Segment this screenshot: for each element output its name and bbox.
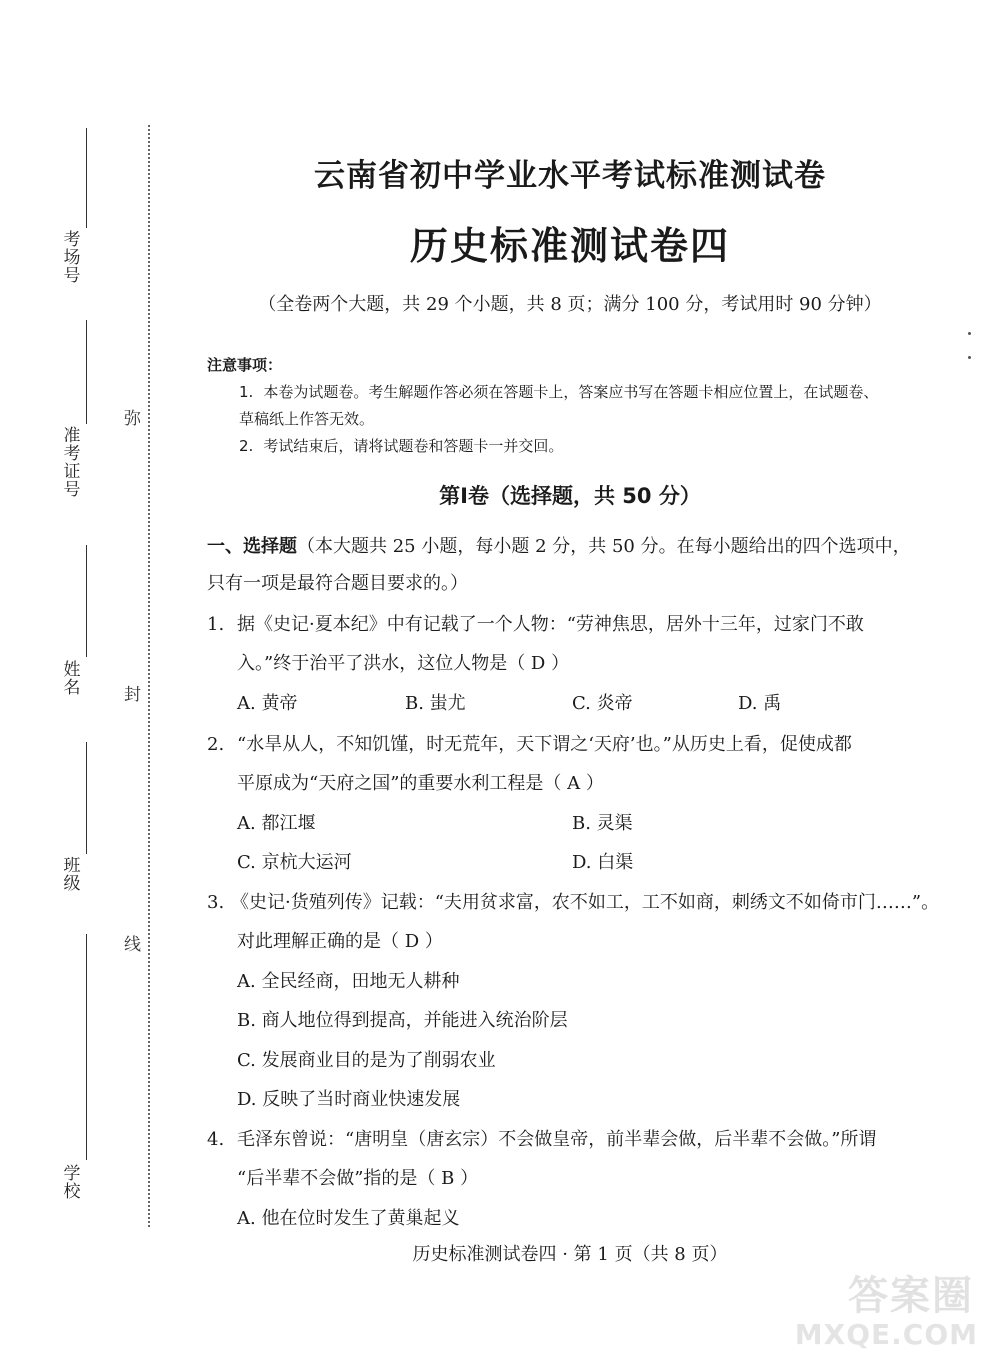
notes-heading: 注意事项： xyxy=(207,356,283,374)
option-d: D. 白渠 xyxy=(572,852,634,873)
question-2 xyxy=(207,734,852,756)
option-c: C. 发展商业目的是为了削弱农业 xyxy=(237,1050,496,1071)
part-instructions-continued: 只有一项是最符合题目要求的。） xyxy=(207,573,468,594)
watermark-logo xyxy=(794,1260,982,1360)
question-text: 据《史记·夏本纪》中有记载了一个人物：“劳神焦思，居外十三年，过家门不敢 xyxy=(237,614,864,635)
field-label-name: 姓名 xyxy=(63,660,81,698)
part-label: 一、选择题 xyxy=(207,536,297,557)
option-b: B. 蚩尤 xyxy=(405,693,466,714)
seal-mark-feng: 封 xyxy=(124,685,141,705)
scan-dot xyxy=(968,356,971,359)
cut-line-dotted xyxy=(148,125,150,1227)
option-c: C. 京杭大运河 xyxy=(237,852,352,873)
notes-block xyxy=(207,352,957,460)
question-number: 2. xyxy=(207,734,225,755)
question-text: “水旱从人，不知饥馑，时无荒年，天下谓之‘天府’也。”从历史上看，促使成都 xyxy=(237,734,852,755)
question-4 xyxy=(207,1129,876,1151)
part-instructions xyxy=(207,536,911,558)
option-a: A. 都江堰 xyxy=(237,813,316,834)
question-text: 《史记·货殖列传》记载：“夫用贫求富，农不如工，工不如商，刺绣文不如倚市门……”。 xyxy=(231,892,940,913)
paper-title: 历史标准测试卷四 xyxy=(409,223,730,268)
seal-mark-mi: 弥 xyxy=(124,409,141,429)
option-a: A. 他在位时发生了黄巢起义 xyxy=(237,1208,460,1229)
question-1-continued: 入。”终于治平了洪水，这位人物是（ D ） xyxy=(237,653,570,674)
exam-series-title: 云南省初中学业水平考试标准测试卷 xyxy=(314,158,826,194)
notes-item-continued: 草稿纸上作答无效。 xyxy=(239,410,375,428)
option-d: D. 禹 xyxy=(738,693,782,714)
question-number: 1. xyxy=(207,614,225,635)
field-label-room: 考场号 xyxy=(63,230,81,286)
section-heading: 第Ⅰ卷（选择题，共 50 分） xyxy=(439,484,701,508)
watermark-cn: 答案圈 xyxy=(848,1273,974,1319)
binding-line-school xyxy=(86,934,87,1160)
question-3-continued: 对此理解正确的是（ D ） xyxy=(237,931,443,952)
option-c: C. 炎帝 xyxy=(572,693,633,714)
question-text: 毛泽东曾说：“唐明皇（唐玄宗）不会做皇帝，前半辈会做，后半辈不会做。”所谓 xyxy=(237,1129,877,1150)
option-a: A. 全民经商，田地无人耕种 xyxy=(237,971,460,992)
binding-line-name xyxy=(86,545,87,657)
notes-item-number: 1. xyxy=(239,383,254,401)
notes-item-text: 本卷为试题卷。考生解题作答必须在答题卡上，答案应书写在答题卡相应位置上，在试题卷、 xyxy=(263,383,879,401)
scan-dot xyxy=(968,332,971,335)
field-label-school: 学校 xyxy=(63,1164,81,1202)
question-3 xyxy=(207,892,939,914)
page-footer: 历史标准测试卷四 · 第 1 页（共 8 页） xyxy=(412,1244,728,1265)
binding-line-room xyxy=(86,128,87,228)
notes-item xyxy=(207,433,957,460)
option-a: A. 黄帝 xyxy=(237,693,298,714)
question-1 xyxy=(207,614,864,636)
field-label-class: 班级 xyxy=(63,856,81,894)
option-b: B. 商人地位得到提高，并能进入统治阶层 xyxy=(237,1010,568,1031)
watermark-en: MXQE.COM xyxy=(794,1318,978,1351)
exam-info: （全卷两个大题，共 29 个小题，共 8 页；满分 100 分，考试用时 90 分钟） xyxy=(258,294,882,315)
option-b: B. 灵渠 xyxy=(572,813,633,834)
notes-item-number: 2. xyxy=(239,437,254,455)
question-4-continued: “后半辈不会做”指的是（ B ） xyxy=(237,1168,479,1189)
option-d: D. 反映了当时商业快速发展 xyxy=(237,1089,461,1110)
notes-item xyxy=(207,379,957,406)
question-2-continued: 平原成为“天府之国”的重要水利工程是（ A ） xyxy=(237,773,604,794)
question-number: 3. xyxy=(207,892,225,913)
binding-line-class xyxy=(86,742,87,854)
seal-mark-xian: 线 xyxy=(124,935,141,955)
field-label-ticket: 准考证号 xyxy=(63,426,81,500)
part-description: （本大题共 25 小题，每小题 2 分，共 50 分。在每小题给出的四个选项中， xyxy=(297,536,911,557)
question-number: 4. xyxy=(207,1129,225,1150)
binding-line-ticket xyxy=(86,320,87,424)
notes-item-text: 考试结束后，请将试题卷和答题卡一并交回。 xyxy=(263,437,564,455)
